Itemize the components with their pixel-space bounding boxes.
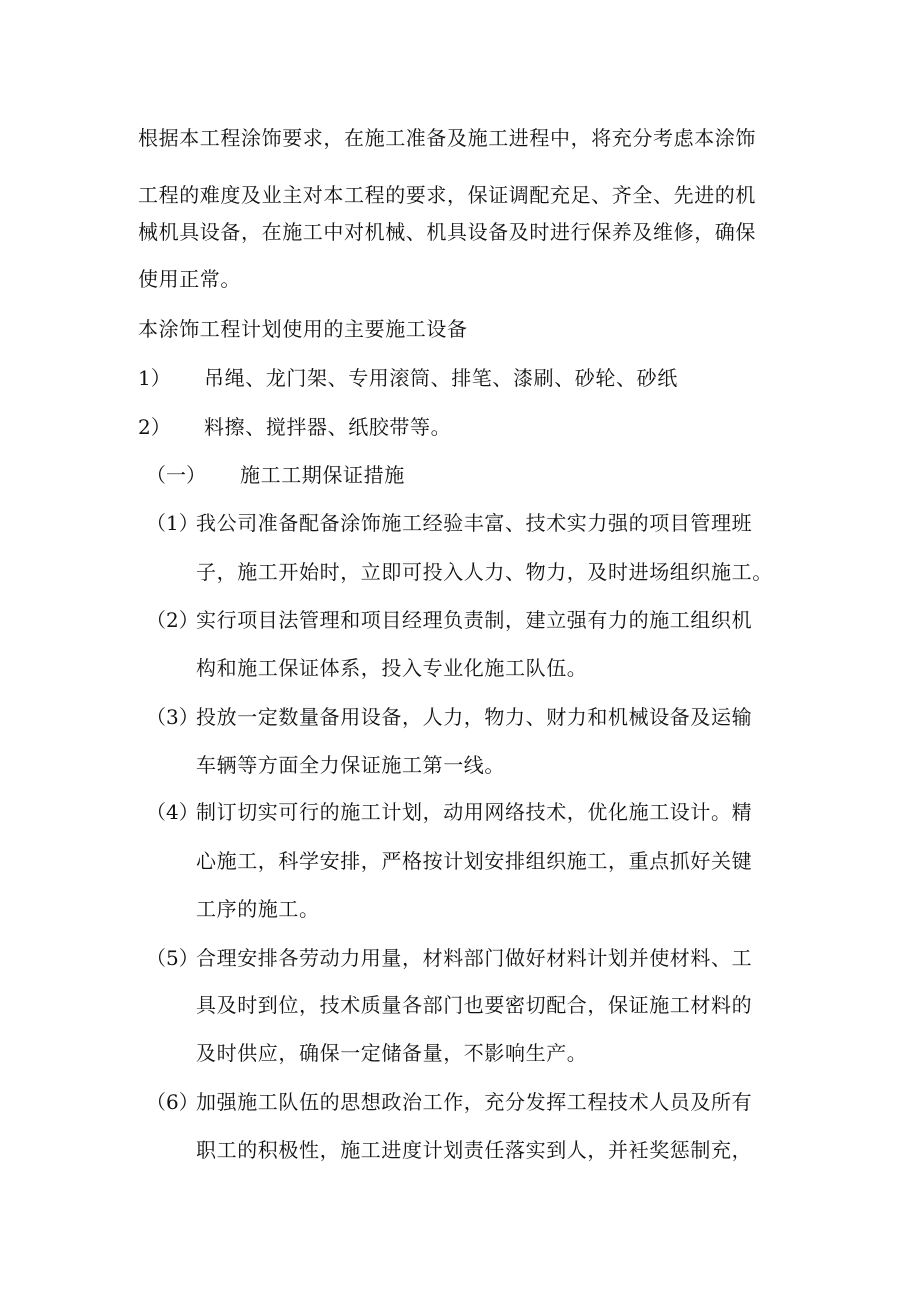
measure-marker: （3） xyxy=(146,705,199,729)
measure-marker: （1） xyxy=(146,511,199,535)
measure-line: 子，施工开始时，立即可投入人力、物力，及时进场组织施工。 xyxy=(196,560,773,584)
intro-line: 根据本工程涂饰要求，在施工准备及施工进程中，将充分考虑本涂饰 xyxy=(138,126,756,150)
equipment-item-text: 吊绳、龙门架、专用滚筒、排笔、漆刷、砂轮、砂纸 xyxy=(204,366,678,390)
measure-line: 工序的施工。 xyxy=(196,897,320,921)
intro-line: 械机具设备，在施工中对机械、机具设备及时进行保养及维修，确保 xyxy=(138,220,756,244)
measure-line: 制订切实可行的施工计划，动用网络技术，优化施工设计。精 xyxy=(196,800,753,824)
measure-line: 加强施工队伍的思想政治工作，充分发挥工程技术人员及所有 xyxy=(196,1090,753,1114)
measure-line: 职工的积极性，施工进度计划责任落实到人，并衽奖惩制充， xyxy=(196,1138,753,1162)
measure-line: 实行项目法管理和项目经理负责制，建立强有力的施工组织机 xyxy=(196,608,753,632)
measure-line: 构和施工保证体系，投入专业化施工队伍。 xyxy=(196,656,588,680)
measure-line: 具及时到位，技术质量各部门也要密切配合，保证施工材料的 xyxy=(196,993,753,1017)
measure-marker: （2） xyxy=(146,608,199,632)
measure-line: 车辆等方面全力保证施工第一线。 xyxy=(196,753,505,777)
measure-marker: （4） xyxy=(146,800,199,824)
intro-line: 工程的难度及业主对本工程的要求，保证调配充足、齐全、先进的机 xyxy=(138,183,756,207)
measure-marker: （6） xyxy=(146,1090,199,1114)
equipment-item-text: 料擦、搅拌器、纸胶带等。 xyxy=(204,415,452,439)
measure-line: 合理安排各劳动力用量，材料部门做好材料计划并使材料、工 xyxy=(196,946,753,970)
equipment-heading: 本涂饰工程计划使用的主要施工设备 xyxy=(138,317,468,341)
measure-line: 我公司准备配备涂饰施工经验丰富、技术实力强的项目管理班 xyxy=(196,511,753,535)
measure-line: 及时供应，确保一定储备量，不影响生产。 xyxy=(196,1041,588,1065)
intro-line: 使用正常。 xyxy=(138,267,241,291)
equipment-item-marker: 1） xyxy=(138,366,171,390)
section-marker: （一） xyxy=(146,463,206,487)
measure-marker: （5） xyxy=(146,946,199,970)
section-heading: 施工工期保证措施 xyxy=(240,463,405,487)
equipment-item-marker: 2） xyxy=(138,415,171,439)
measure-line: 心施工，科学安排，严格按计划安排组织施工，重点抓好关键 xyxy=(196,849,753,873)
measure-line: 投放一定数量备用设备，人力，物力、财力和机械设备及运输 xyxy=(196,705,753,729)
